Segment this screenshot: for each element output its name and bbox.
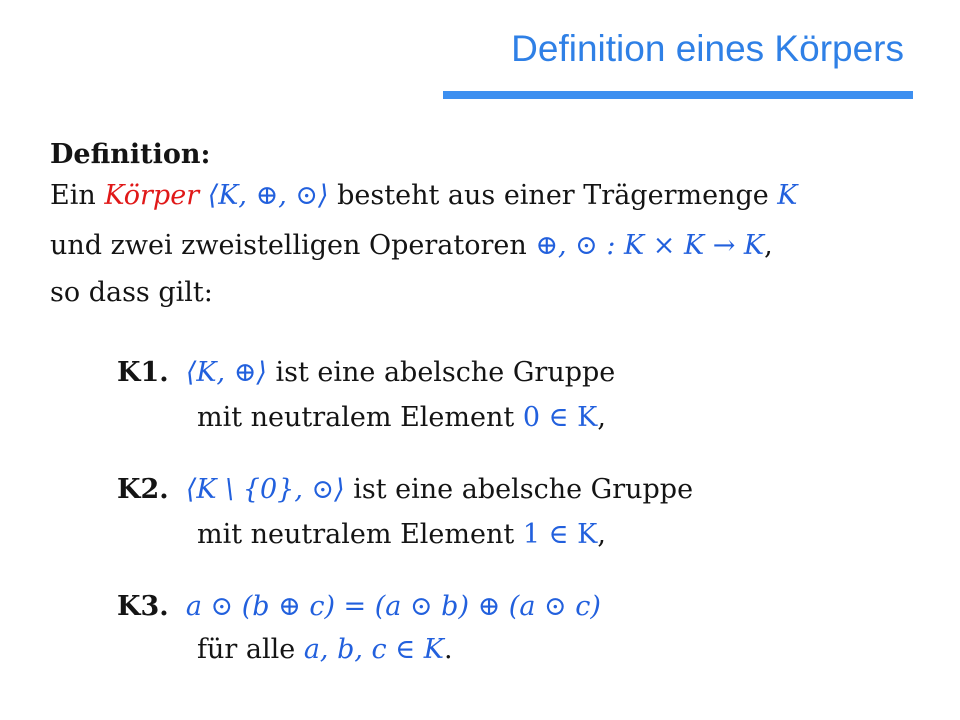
axiom-text: ist eine abelsche Gruppe [353,474,694,505]
definition-heading: Definition: [50,139,211,170]
text-body: und zwei zweistelligen Operatoren [50,230,527,261]
axiom-label: K1. [117,357,169,388]
axiom-text: mit neutralem Element [197,402,515,433]
axiom-math: a, b, c ∈ K [303,634,444,665]
axiom-k3 [117,589,601,625]
definition-line-3: so dass gilt: [50,277,213,308]
axiom-k1-line-2 [197,400,606,436]
punct: , [597,402,606,433]
axiom-label: K2. [117,474,169,505]
axiom-k2 [117,472,693,508]
title-rule [443,91,913,99]
punct: , [597,519,606,550]
axiom-math: 1 ∈ K [522,519,598,550]
punct: , [764,230,773,261]
text-body: besteht aus einer Trägermenge [337,180,769,211]
axiom-math: ⟨K \ {0}, ⊙⟩ [185,474,345,505]
axiom-k3-line-2 [197,632,453,668]
definition-line-2 [50,228,773,264]
axiom-math: ⟨K, ⊕⟩ [185,357,267,388]
axiom-math: 0 ∈ K [522,402,598,433]
axiom-text: für alle [197,634,296,665]
math-field-tuple: ⟨K, ⊕, ⊙⟩ [207,180,329,211]
punct: . [443,634,453,665]
axiom-text: mit neutralem Element [197,519,515,550]
axiom-math: a ⊙ (b ⊕ c) = (a ⊙ b) ⊕ (a ⊙ c) [185,591,601,622]
math-carrier-set: K [777,180,798,211]
axiom-k2-line-2 [197,517,606,553]
slide-title: Definition eines Körpers [511,28,904,69]
math-operators: ⊕, ⊙ : K × K → K [535,230,765,261]
text-pre: Ein [50,180,96,211]
axiom-label: K3. [117,591,169,622]
term-koerper: Körper [104,180,200,211]
axiom-k1 [117,355,615,391]
definition-line-1 [50,178,797,214]
axiom-text: ist eine abelsche Gruppe [275,357,616,388]
